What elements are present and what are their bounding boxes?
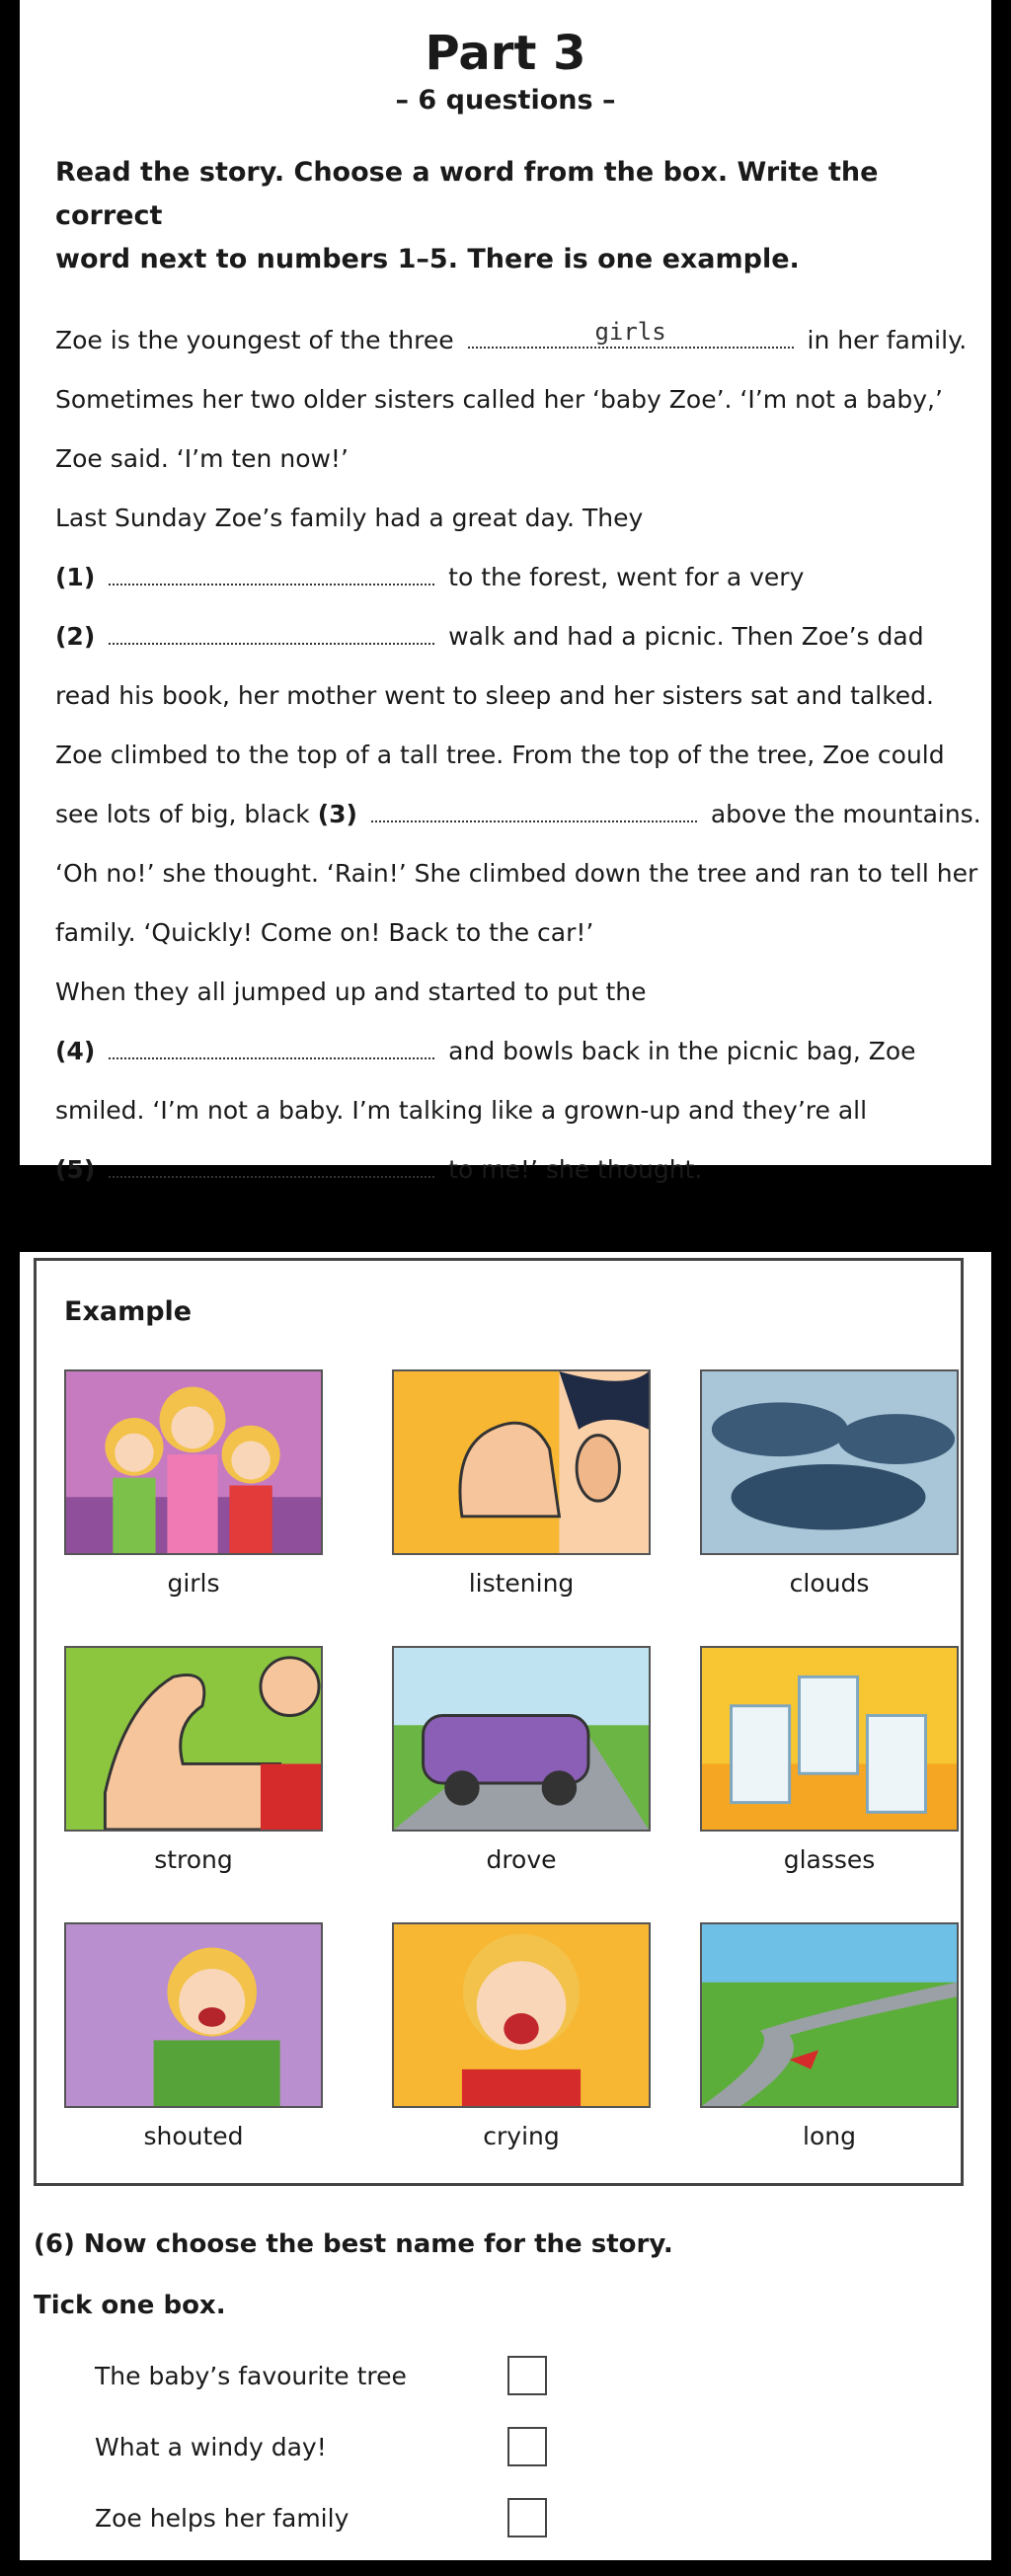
word-box bbox=[34, 1258, 964, 2186]
answer-field-5[interactable] bbox=[109, 1146, 434, 1178]
title-option-3-checkbox[interactable] bbox=[507, 2498, 547, 2537]
story-sheet bbox=[20, 0, 991, 1184]
story-text-fragment: and bowls back in the picnic bag, Zoe bbox=[448, 1037, 916, 1065]
milk-glasses-picture bbox=[700, 1646, 959, 1832]
story-line bbox=[55, 1140, 973, 1200]
story-line: Zoe climbed to the top of a tall tree. From the top of the tree, Zoe could bbox=[55, 741, 945, 769]
story-line bbox=[55, 1022, 973, 1081]
question-6-prompt: (6) Now choose the best name for the story. bbox=[34, 2229, 673, 2259]
story-text-fragment: walk and had a picnic. Then Zoe’s dad bbox=[448, 622, 924, 651]
story-text bbox=[38, 311, 981, 1200]
story-line: smiled. ‘I’m not a baby. I’m talking like a grown-up and they’re all bbox=[55, 1096, 868, 1125]
example-label: Example bbox=[64, 1296, 193, 1327]
story-line bbox=[55, 548, 973, 607]
word-girls: girls bbox=[167, 1569, 220, 1598]
answer-field-4[interactable] bbox=[109, 1028, 434, 1059]
example-answer: girls bbox=[594, 318, 666, 346]
instructions bbox=[38, 151, 973, 281]
question-number-4: (4) bbox=[55, 1037, 96, 1065]
title-option-3: Zoe helps her family bbox=[95, 2504, 350, 2533]
title-option-1: The baby’s favourite tree bbox=[95, 2362, 407, 2390]
story-line: family. ‘Quickly! Come on! Back to the car!’ bbox=[55, 918, 594, 947]
story-line bbox=[55, 311, 973, 370]
instructions-line-1: Read the story. Choose a word from the box. Write the correct bbox=[55, 157, 879, 231]
strong-arm-picture bbox=[64, 1646, 323, 1832]
story-text-fragment: in her family. bbox=[807, 326, 968, 354]
title-option-2-checkbox[interactable] bbox=[507, 2427, 547, 2466]
car-driving-picture bbox=[392, 1646, 651, 1832]
three-girls-picture bbox=[64, 1369, 323, 1555]
question-number-5: (5) bbox=[55, 1155, 96, 1184]
story-line bbox=[55, 607, 973, 666]
story-text-fragment: to me!’ she thought. bbox=[448, 1155, 703, 1184]
story-text-fragment: to the forest, went for a very bbox=[448, 563, 805, 591]
clouds-picture bbox=[700, 1369, 959, 1555]
question-number-2: (2) bbox=[55, 622, 96, 651]
long-road-picture bbox=[700, 1922, 959, 2108]
story-text-fragment: above the mountains. bbox=[710, 800, 981, 828]
story-text-fragment: see lots of big, black bbox=[55, 800, 310, 828]
girl-crying-picture bbox=[392, 1922, 651, 2108]
story-line: Zoe said. ‘I’m ten now!’ bbox=[55, 444, 349, 473]
title-option-2: What a windy day! bbox=[95, 2433, 327, 2461]
word-crying: crying bbox=[483, 2122, 560, 2150]
question-number-3: (3) bbox=[317, 800, 357, 828]
word-listening: listening bbox=[468, 1569, 575, 1598]
word-clouds: clouds bbox=[789, 1569, 870, 1598]
word-box-sheet bbox=[20, 1252, 991, 2560]
story-line bbox=[55, 785, 981, 844]
story-line: ‘Oh no!’ she thought. ‘Rain!’ She climbed down the tree and ran to tell her bbox=[55, 859, 978, 888]
answer-field-3[interactable] bbox=[371, 791, 697, 822]
answer-field-2[interactable] bbox=[109, 613, 434, 645]
girl-shouting-picture bbox=[64, 1922, 323, 2108]
question-number-1: (1) bbox=[55, 563, 96, 591]
word-long: long bbox=[803, 2122, 856, 2150]
word-shouted: shouted bbox=[143, 2122, 244, 2150]
story-line: Sometimes her two older sisters called her ‘baby Zoe’. ‘I’m not a baby,’ bbox=[55, 385, 943, 414]
word-glasses: glasses bbox=[783, 1845, 876, 1874]
listening-ear-picture bbox=[392, 1369, 651, 1555]
story-line: When they all jumped up and started to put the bbox=[55, 977, 647, 1006]
word-drove: drove bbox=[486, 1845, 557, 1874]
story-text-fragment: Zoe is the youngest of the three bbox=[55, 326, 454, 354]
story-line: read his book, her mother went to sleep and her sisters sat and talked. bbox=[55, 681, 934, 710]
tick-instruction: Tick one box. bbox=[34, 2291, 226, 2320]
word-strong: strong bbox=[154, 1845, 233, 1874]
story-line: Last Sunday Zoe’s family had a great day. They bbox=[55, 504, 644, 532]
title-option-1-checkbox[interactable] bbox=[507, 2356, 547, 2395]
part-subtitle: – 6 questions – bbox=[395, 85, 616, 116]
example-answer-field bbox=[468, 317, 794, 349]
instructions-line-2: word next to numbers 1–5. There is one example. bbox=[55, 244, 800, 274]
part-title: Part 3 bbox=[425, 26, 586, 81]
answer-field-1[interactable] bbox=[109, 554, 434, 585]
